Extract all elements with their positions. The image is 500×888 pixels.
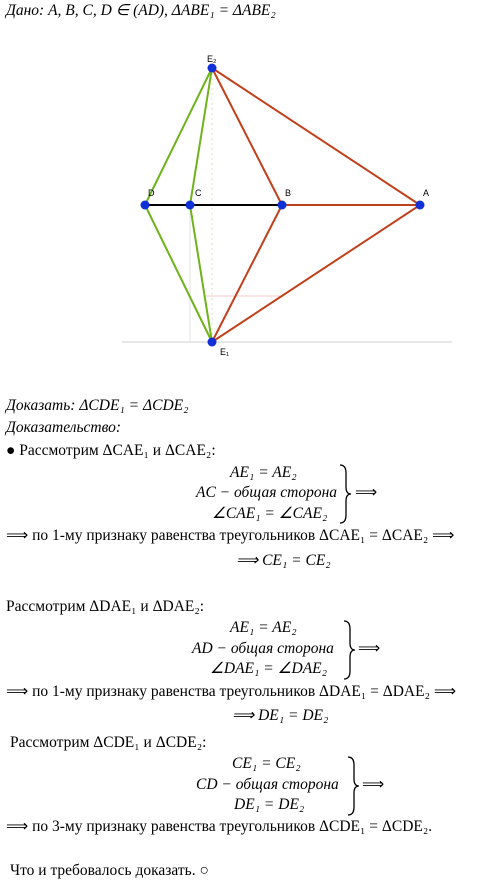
point-C (186, 201, 195, 210)
step1-condition-2: AC − общая сторона (196, 484, 338, 501)
step3-condition-3: DE₁ = DE₂ (234, 796, 305, 813)
label-D: D (148, 188, 155, 198)
step2-result: ⟹ DE₁ = DE₂ (232, 707, 329, 724)
label-A: A (423, 188, 430, 198)
label-E2: E₂ (207, 54, 217, 64)
step3-condition-2: CD − общая сторона (196, 776, 339, 793)
step2-condition-3: ∠DAE₁ = ∠DAE₂ (210, 660, 328, 677)
step1-brace-icon (338, 463, 352, 525)
given-statement: A, B, C, D ∈ (AD), ΔABE₁ = ΔABE₂ (48, 2, 276, 19)
prove-prefix: Доказать: (6, 397, 76, 414)
proof-heading: Доказательство: (6, 419, 122, 436)
step2-condition-2: AD − общая сторона (192, 640, 334, 657)
step3-intro: Рассмотрим ΔCDE₁ и ΔCDE₂: (10, 734, 207, 751)
qed-line: Что и требовалось доказать. ○ (10, 862, 209, 879)
step2-implies: ⟹ (358, 640, 381, 657)
label-C: C (195, 188, 202, 198)
label-B: B (285, 188, 292, 198)
step3-condition-1: CE₁ = CE₂ (232, 755, 301, 772)
point-A (416, 201, 425, 210)
prove-statement: ΔCDE₁ = ΔCDE₂ (79, 397, 189, 414)
step2-conclusion: ⟹ по 1-му признаку равенства треугольников ΔDAE₁ = ΔDAE₂ ⟹ (6, 683, 457, 700)
step1-condition-3: ∠CAE₁ = ∠CAE₂ (212, 505, 328, 522)
step1-intro: ● Рассмотрим ΔCAE₁ и ΔCAE₂: (6, 442, 216, 459)
segment-E2B (212, 68, 282, 205)
segment-E1A (212, 205, 420, 342)
segment-E1B (212, 205, 282, 342)
segment-E2A (212, 68, 420, 205)
step2-intro: Рассмотрим ΔDAE₁ и ΔDAE₂: (6, 598, 205, 615)
given-prefix: Дано: (6, 2, 45, 19)
prove-line (6, 397, 189, 415)
point-E1 (208, 338, 217, 347)
step1-condition-1: AE₁ = AE₂ (230, 464, 297, 481)
step1-result: ⟹ CE₁ = CE₂ (236, 552, 331, 569)
geometry-figure (0, 0, 500, 370)
step3-brace-icon (346, 755, 360, 817)
step3-conclusion: ⟹ по 3-му признаку равенства треугольников ΔCDE₁ = ΔCDE₂. (6, 818, 433, 835)
point-E2 (208, 64, 217, 73)
step3-implies: ⟹ (362, 776, 385, 793)
point-D (141, 201, 150, 210)
step2-brace-icon (342, 619, 356, 681)
step1-implies: ⟹ (355, 484, 378, 501)
point-B (278, 201, 287, 210)
step2-condition-1: AE₁ = AE₂ (230, 619, 297, 636)
step1-conclusion: ⟹ по 1-му признаку равенства треугольников ΔCAE₁ = ΔCAE₂ ⟹ (6, 527, 455, 544)
label-E1: E₁ (220, 347, 230, 357)
